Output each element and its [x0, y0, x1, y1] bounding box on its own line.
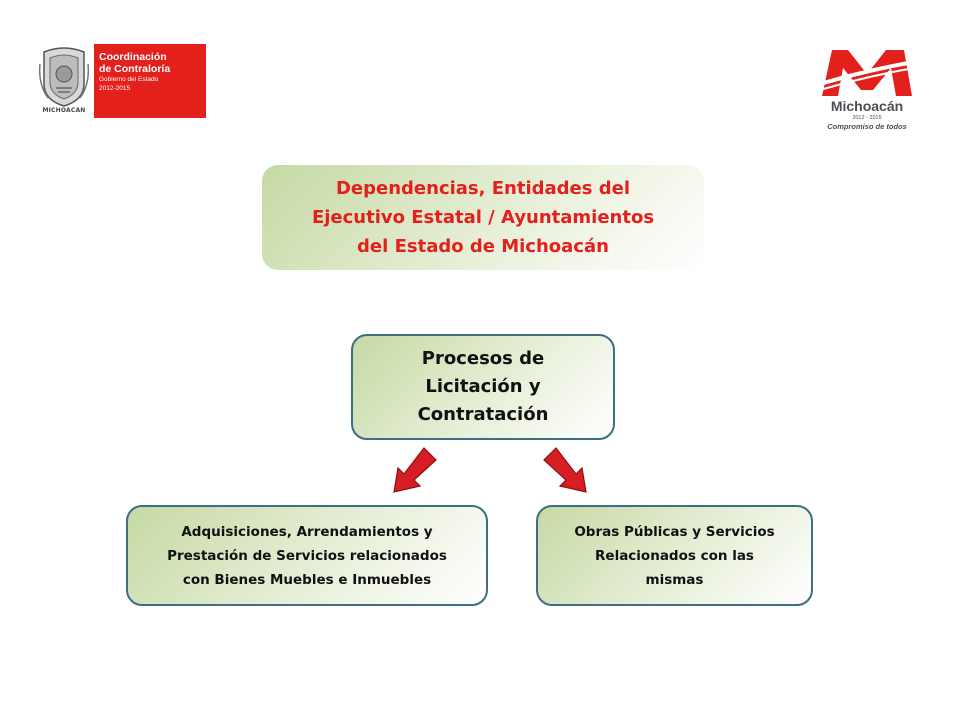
procesos-box	[351, 334, 615, 440]
contraloria-panel	[94, 44, 206, 118]
michoacan-logo	[818, 44, 916, 134]
logo-title-line1: Coordinación	[99, 51, 167, 63]
michoacan-m-icon	[818, 44, 916, 100]
dependencias-box	[262, 165, 704, 270]
obras-publicas-line: Obras Públicas y Servicios	[574, 523, 775, 540]
arrow-down-left-icon	[388, 446, 440, 496]
logo-subtitle-line2: 2012-2015	[99, 85, 131, 92]
procesos-text	[418, 345, 549, 429]
procesos-line: Contratación	[417, 404, 549, 425]
adquisiciones-box	[126, 505, 488, 606]
dependencias-line: del Estado de Michoacán	[357, 236, 609, 257]
logo-years: 2012 - 2015	[852, 115, 882, 121]
coordinacion-contraloria-logo	[38, 44, 206, 118]
obras-publicas-line: Relacionados con las	[595, 547, 754, 564]
procesos-line: Procesos de	[421, 348, 545, 369]
logo-slogan: Compromiso de todos	[827, 122, 907, 131]
adquisiciones-line: con Bienes Muebles e Inmuebles	[182, 571, 432, 588]
arrow-down-right-icon	[540, 446, 592, 496]
obras-publicas-text	[574, 520, 774, 592]
seal-caption: MICHOACAN	[42, 107, 86, 114]
logo-title-line2: de Contraloría	[99, 63, 171, 75]
logo-brand: Michoacán	[830, 98, 904, 114]
adquisiciones-line: Adquisiciones, Arrendamientos y	[181, 523, 433, 540]
obras-publicas-line: mismas	[645, 571, 704, 588]
adquisiciones-line: Prestación de Servicios relacionados	[167, 547, 447, 564]
logo-subtitle-line1: Gobierno del Estado	[99, 76, 159, 83]
dependencias-line: Ejecutivo Estatal / Ayuntamientos	[311, 207, 655, 228]
adquisiciones-text	[167, 520, 447, 592]
procesos-line: Licitación y	[425, 376, 541, 397]
obras-publicas-box	[536, 505, 813, 606]
dependencias-line: Dependencias, Entidades del	[335, 178, 631, 199]
dependencias-text	[312, 174, 654, 261]
